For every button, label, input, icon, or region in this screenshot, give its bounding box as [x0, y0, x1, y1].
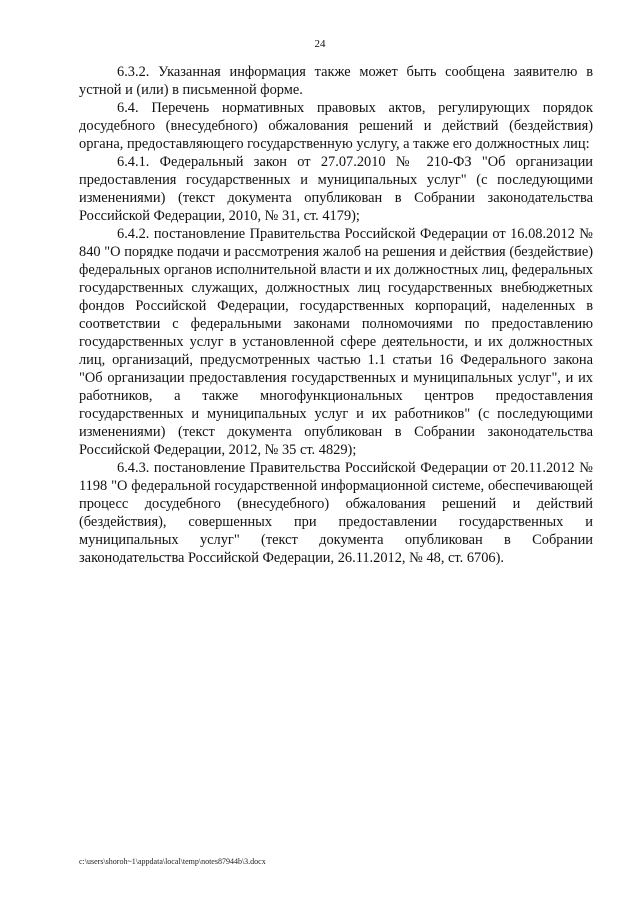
paragraph-6-4-1: 6.4.1. Федеральный закон от 27.07.2010 № 210-ФЗ "Об организации предоставления государственных и муниципальных услуг" (с последующими изменениями) (текст документа опубликован в Собрании законодательства Российской Федерации, 2010, № 31, ст. 4179);	[79, 154, 593, 224]
paragraph-6-4-3: 6.4.3. постановление Правительства Российской Федерации от 20.11.2012 № 1198 "О федеральной государственной информационной системе, обеспечивающей процесс досудебного (внесудебного) обжалования решений и действий (бездействия), совершенных при предоставлении государственных и муниципальных услуг" (текст документа опубликован в Собрании законодательства Российской Федерации, 26.11.2012, № 48, ст. 6706).	[79, 460, 593, 566]
paragraph-6-4: 6.4. Перечень нормативных правовых актов, регулирующих порядок досудебного (внесудебного) обжалования решений и действий (бездействия) органа, предоставляющего государственную услугу, а также его должностных лиц:	[79, 100, 593, 152]
document-body	[79, 63, 593, 567]
paragraph-6-3-2: 6.3.2. Указанная информация также может быть сообщена заявителю в устной и (или) в письменной форме.	[79, 64, 593, 98]
footer-file-path: c:\users\shoroh~1\appdata\local\temp\notes87944b\3.docx	[79, 857, 266, 866]
paragraph-6-4-2: 6.4.2. постановление Правительства Российской Федерации от 16.08.2012 № 840 "О порядке подачи и рассмотрения жалоб на решения и действия (бездействие) федеральных органов исполнительной власти и их должностных лиц, федеральных государственных служащих, должностных лиц государственных внебюджетных фондов Российской Федерации, государственных корпораций, наделенных в соответствии с федеральными законами полномочиями по предоставлению государственных услуг в установленной сфере деятельности, и их должностных лиц, организаций, предусмотренных частью 1.1 статьи 16 Федерального закона "Об организации предоставления государственных и муниципальных услуг", и их работников, а также многофункциональных центров предоставления государственных и муниципальных услуг и их работников" (с последующими изменениями) (текст документа опубликован в Собрании законодательства Российской Федерации, 2012, № 35 ст. 4829);	[79, 226, 593, 458]
page-number: 24	[314, 38, 326, 50]
